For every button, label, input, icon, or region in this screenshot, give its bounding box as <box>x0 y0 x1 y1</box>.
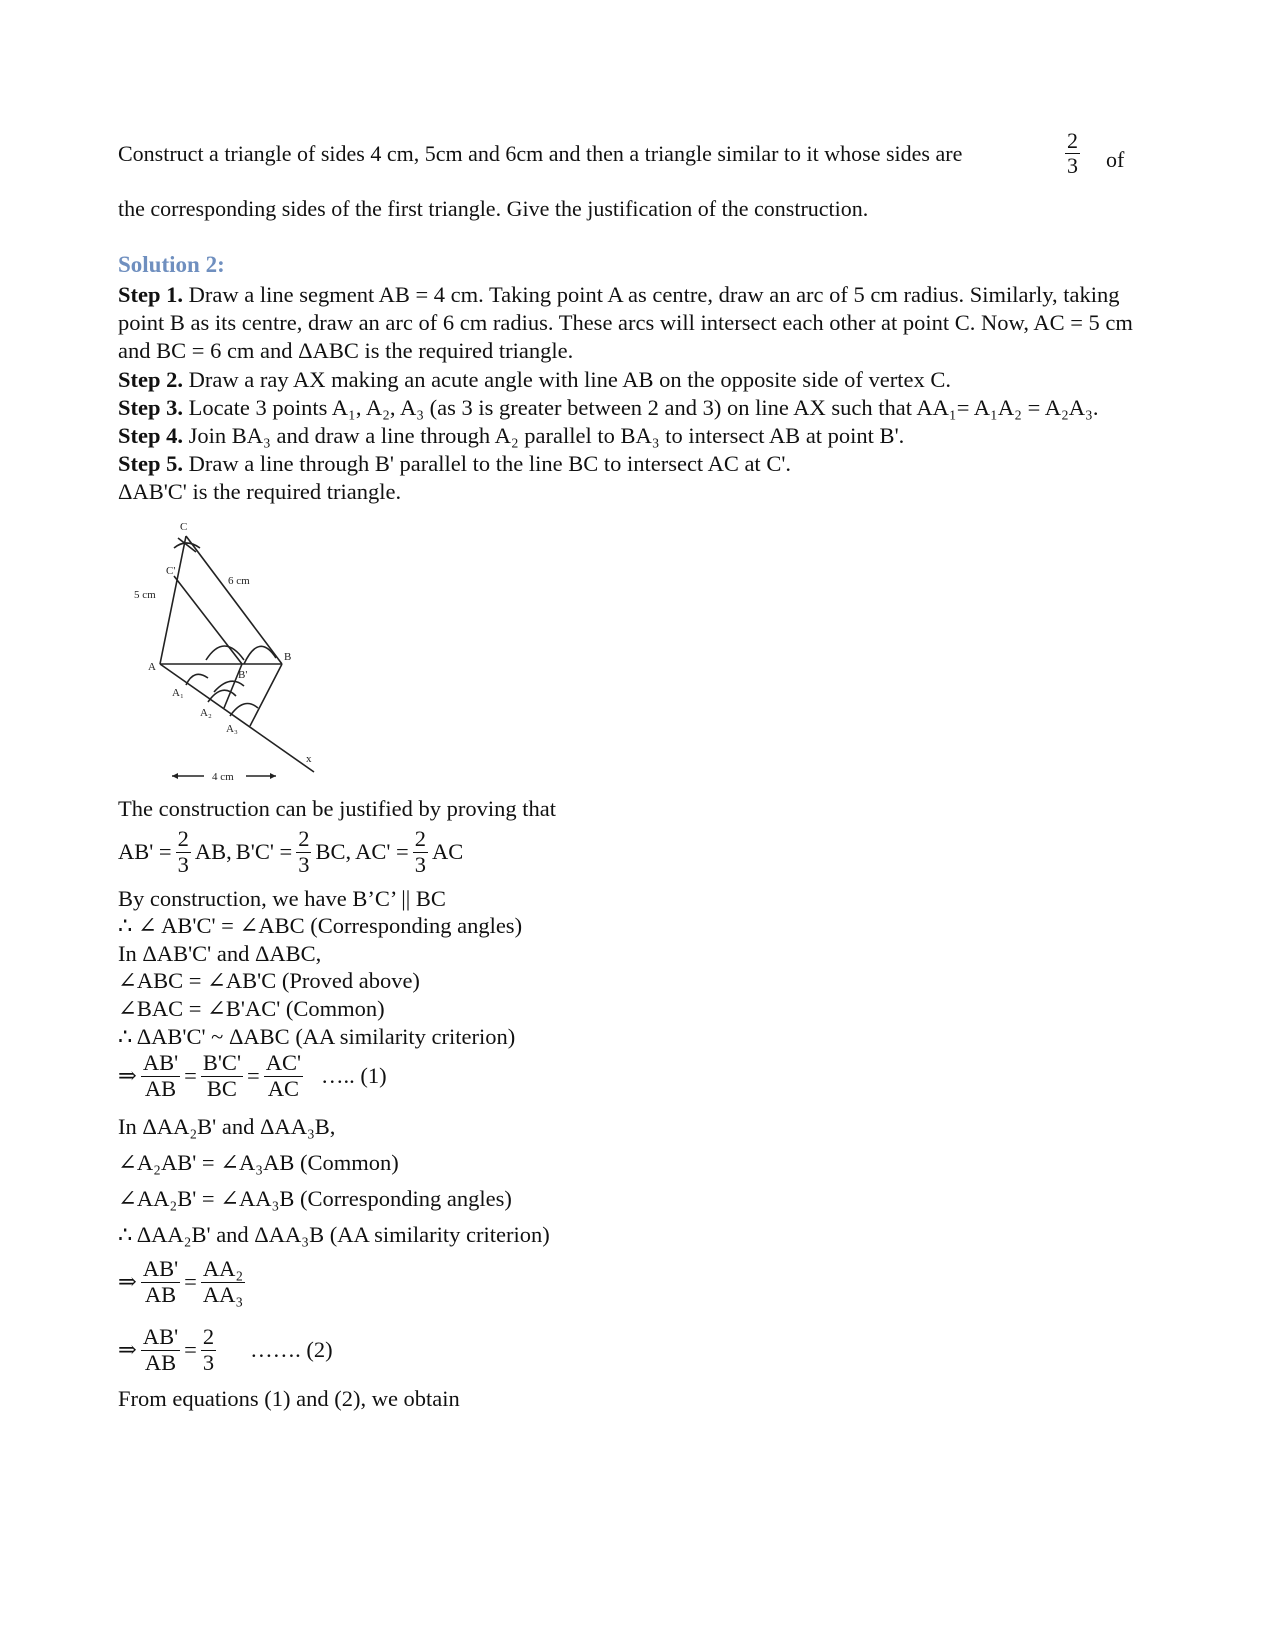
label-c-prime: C' <box>166 565 176 577</box>
angle-line: ∴ ∠ AB'C' = ∠ABC (Corresponding angles) <box>118 913 523 938</box>
segment-ac <box>160 536 186 664</box>
arc-a3 <box>230 704 258 717</box>
solution-title: Solution 2: <box>118 252 225 277</box>
similarity-line-2: ∴ ΔAA₂B' and ΔAA₃B (AA similarity criterion) <box>118 1222 550 1247</box>
segment-ba3 <box>250 664 282 726</box>
ray-ax <box>160 664 314 772</box>
label-4cm: 4 cm <box>212 771 234 783</box>
label-a2: A₂ <box>200 707 212 719</box>
ratio-equation-2: ⇒ $\frac{AB'}{AB}$ = $\frac{\text{AA₂}}{\text{AA₃}}$ <box>118 1256 244 1307</box>
label-a1: A₁ <box>172 687 184 699</box>
conclusion: ΔAB'C' is the required triangle. <box>118 479 402 505</box>
question-line-2: the corresponding sides of the first triangle. Give the justification of the construction. <box>118 196 869 221</box>
abc-line: ∠ABC = ∠AB'C (Proved above) <box>118 968 420 993</box>
arc-a1 <box>186 674 208 685</box>
segment-bc <box>186 536 282 664</box>
in-triangles: In ΔAB'C' and ΔABC, <box>118 941 322 966</box>
step-5: Step 5. Draw a line through B' parallel to the line BC to intersect AC at C'. <box>118 451 791 477</box>
label-5cm: 5 cm <box>134 589 156 601</box>
label-a: A <box>148 661 156 673</box>
segment-bprime-cprime <box>174 576 242 664</box>
bac-line: ∠BAC = ∠B'AC' (Common) <box>118 996 385 1021</box>
arc-b1 <box>206 646 244 660</box>
step-2: Step 2. Draw a ray AX making an acute angle with line AB on the opposite side of vertex C. <box>118 366 951 392</box>
label-a3: A₃ <box>226 723 238 735</box>
two-thirds-fraction: $\frac{2}{3}$ <box>1067 128 1078 178</box>
step-4: Step 4. Join BA₃ and draw a line through A₂ parallel to BA₃ to intersect AB at point B'. <box>118 423 905 449</box>
common-angle-line: ∠A₂AB' = ∠A₃AB (Common) <box>118 1150 399 1175</box>
label-6cm: 6 cm <box>228 575 250 587</box>
question-of: of <box>1106 147 1125 172</box>
question-text-1: Construct a triangle of sides 4 cm, 5cm and 6cm and then a triangle similar to it whose sides are <box>118 141 963 166</box>
similarity-line: ∴ ΔAB'C' ~ ΔABC (AA similarity criterion) <box>118 1024 516 1049</box>
label-b-prime: B' <box>238 669 248 681</box>
label-x: x <box>306 753 312 765</box>
from-equations: From equations (1) and (2), we obtain <box>118 1386 460 1411</box>
question-line-1 <box>118 128 1163 178</box>
step-1: Step 1. Draw a line segment AB = 4 cm. Taking point A as centre, draw an arc of 5 cm radius. Similarly, taking point B as its centre, draw an arc of 6 cm radius. These arcs will intersect each other at point C. Now, AC = 5 cm and BC = 6 cm and ΔABC is the required triangle. <box>118 282 1133 364</box>
ratio-equation-3: ⇒ $\frac{AB'}{AB}$ = $\frac{2}{3}$ ……. (2) <box>118 1324 333 1375</box>
label-c: C <box>180 521 188 533</box>
justify-equation: AB' = $\frac{2}{3}$ AB, B'C' = $\frac{2}{3}$ BC, AC' = $\frac{2}{3}$ AC <box>118 826 464 877</box>
label-b: B <box>284 651 292 663</box>
corresponding-angle-line: ∠AA₂B' = ∠AA₃B (Corresponding angles) <box>118 1186 512 1211</box>
construction-figure <box>134 521 334 820</box>
justify-intro: The construction can be justified by proving that <box>118 796 557 821</box>
ratio-equation-1: ⇒ $\frac{AB'}{AB}$ = $\frac{B'C'}{BC}$ = $\frac{AC'}{AC}$ ….. (1) <box>118 1050 387 1101</box>
solution-steps <box>118 281 1163 507</box>
in-aa-triangles: In ΔAA₂B' and ΔAA₃B, <box>118 1114 336 1139</box>
step-3: Step 3. Locate 3 points A₁, A₂, A₃ (as 3 is greater between 2 and 3) on line AX such that AA₁= A₁A₂ = A₂A₃. <box>118 394 1099 420</box>
by-construction: By construction, we have B’C’ || BC <box>118 886 446 911</box>
